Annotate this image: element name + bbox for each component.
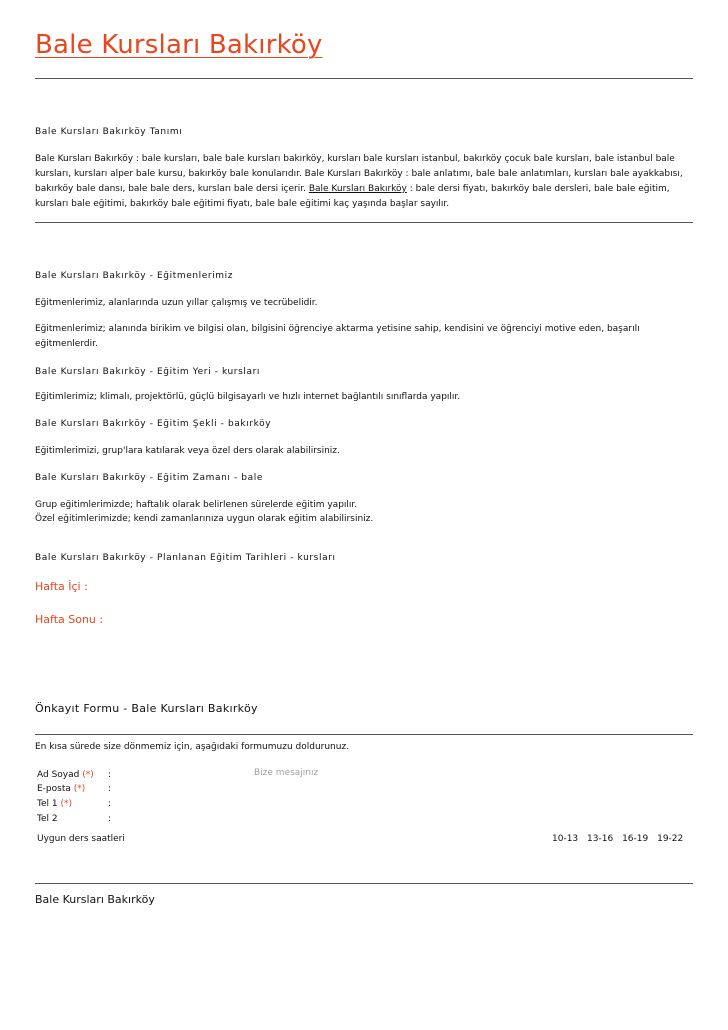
hours-option[interactable]: 13-16 (587, 834, 614, 844)
tel1-colon: : (108, 799, 112, 809)
place-text: Eğitimlerimiz; klimalı, projektörlü, güçlü bilgisayarlı ve hızlı internet bağlantılı sınıflarda yapılır. (35, 392, 461, 402)
format-heading: Bale Kursları Bakırköy - Eğitim Şekli - bakırköy (35, 419, 272, 429)
time-heading: Bale Kursları Bakırköy - Eğitim Zamanı - bale (35, 473, 263, 483)
name-label: Ad Soyad (*) (37, 770, 94, 780)
required-mark: (*) (73, 784, 86, 794)
form-heading: Önkayıt Formu - Bale Kursları Bakırköy (35, 702, 258, 715)
tel1-label: Tel 1 (*) (37, 799, 72, 809)
tel2-label: Tel 2 (37, 814, 58, 824)
definition-link[interactable]: Bale Kursları Bakırköy (308, 184, 407, 194)
definition-text (35, 152, 695, 212)
tel2-field[interactable] (118, 813, 238, 825)
form-divider (35, 734, 693, 735)
title-divider (35, 78, 693, 79)
trainers-text-2: Eğitmenlerimiz; alanında birikim ve bilgisi olan, bilgisini öğrenciye aktarma yetisine sahip, kendisini ve öğrenciyi motive eden, başarılı eğitmenlerdir. (35, 324, 640, 349)
definition-heading: Bale Kursları Bakırköy Tanımı (35, 127, 183, 137)
planned-heading: Bale Kursları Bakırköy - Planlanan Eğitim Tarihleri - kursları (35, 553, 336, 563)
time-text-2: Özel eğitimlerimizde; kendi zamanlarınıza uygun olarak eğitim alabilirsiniz. (35, 514, 374, 524)
hours-option[interactable]: 19-22 (657, 834, 684, 844)
trainers-text-1: Eğitmenlerimiz, alanlarında uzun yıllar çalışmış ve tecrübelidir. (35, 298, 318, 308)
hours-option[interactable]: 16-19 (622, 834, 649, 844)
hours-option[interactable]: 10-13 (552, 834, 579, 844)
hours-label: Uygun ders saatleri (37, 834, 125, 844)
tel2-colon: : (108, 814, 112, 824)
name-field[interactable] (118, 769, 238, 781)
time-text-1: Grup eğitimlerimizde; haftalık olarak belirlenen sürelerde eğitim yapılır. (35, 500, 358, 510)
email-label: E-posta (*) (37, 784, 86, 794)
email-field[interactable] (118, 783, 238, 795)
form-intro: En kısa sürede size dönmemiz için, aşağıdaki formumuzu doldurunuz. (35, 742, 350, 752)
footer-title: Bale Kursları Bakırköy (35, 893, 155, 906)
name-colon: : (108, 770, 112, 780)
email-colon: : (108, 784, 112, 794)
trainers-heading: Bale Kursları Bakırköy - Eğitmenlerimiz (35, 271, 234, 281)
required-mark: (*) (82, 770, 94, 780)
message-field[interactable] (254, 768, 524, 816)
definition-divider (35, 222, 693, 223)
hours-options (552, 834, 689, 844)
definition-text-before: Bale Kursları Bakırköy : bale kursları, bale bale kursları bakırköy, kursları bale kursları istanbul, bakırköy çocuk bale kursları, bale istanbul bale kursları, kursları alper bale kursu, bakırköy bale konularıdır. Bale Kursları Bakırköy : bale anlatımı, bale bale anlatımları, kursları bale ayakkabısı, bakırköy bale dansı, bale bale ders, kursları bale dersi içerir. (35, 154, 683, 194)
weekend-label: Hafta Sonu : (35, 613, 104, 626)
format-text: Eğitimlerimizi, grup'lara katılarak veya özel ders olarak alabilirsiniz. (35, 446, 340, 456)
weekday-label: Hafta İçi : (35, 580, 88, 593)
tel1-field[interactable] (118, 798, 238, 810)
definition-text-after: : bale dersi fiyatı, bakırköy bale dersleri, bale bale eğitim, kursları bale eğitimi, bakırköy bale eğitimi fiyatı, bale bale eğitimi kaç yaşında başlar sayılır. (35, 184, 670, 209)
footer-divider (35, 883, 693, 884)
required-mark: (*) (60, 799, 72, 809)
place-heading: Bale Kursları Bakırköy - Eğitim Yeri - kursları (35, 367, 261, 377)
page-title: Bale Kursları Bakırköy (35, 30, 323, 60)
